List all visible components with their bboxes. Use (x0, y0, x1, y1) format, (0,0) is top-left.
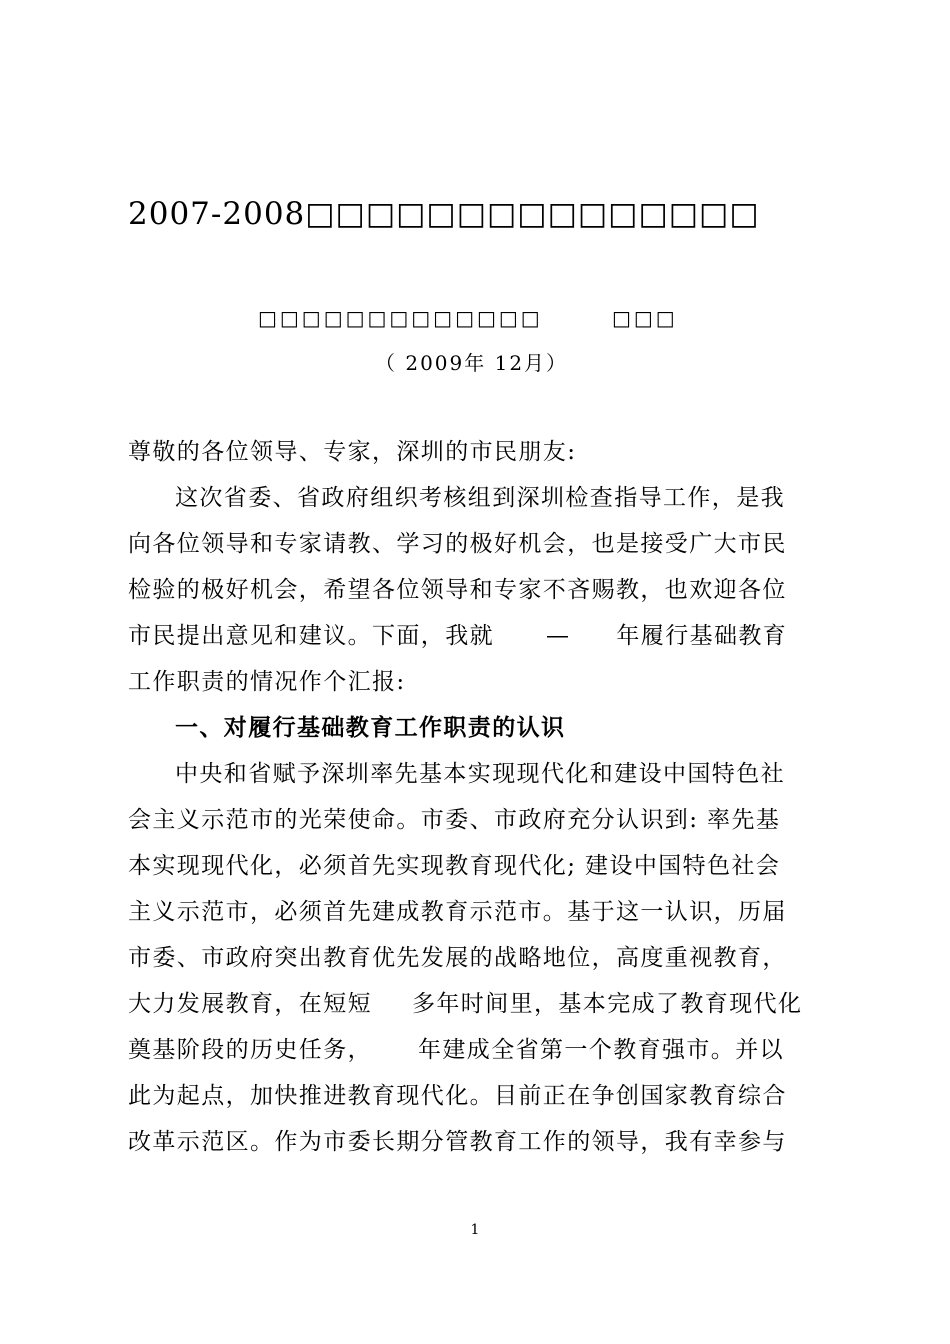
byline-author: □□□ (612, 306, 678, 330)
paragraph-line: 此为起点，加快推进教育现代化。目前正在争创国家教育综合 (128, 1083, 787, 1109)
byline-organization: □□□□□□□□□□□□□ (258, 306, 543, 330)
paragraph-segment: 奠基阶段的历史任务， (128, 1037, 372, 1063)
page-number: 1 (470, 1222, 480, 1238)
dateline: （ 2009年 12月） (375, 351, 569, 375)
section-heading: 一、对履行基础教育工作职责的认识 (175, 715, 566, 741)
paragraph-segment: 市民提出意见和建议。下面，我就 (128, 623, 494, 649)
paragraph-segment: 年履行基础教育 (616, 623, 788, 649)
title-missing-glyphs: □□□□□□□□□□□□□□□ (305, 196, 760, 232)
greeting: 尊敬的各位领导、专家，深圳的市民朋友: (128, 439, 577, 465)
paragraph-line (128, 613, 828, 659)
paragraph-line: 中央和省赋予深圳率先基本实现现代化和建设中国特色社 (175, 761, 785, 787)
document-body (128, 429, 828, 1165)
paragraph-line: 会主义示范市的光荣使命。市委、市政府充分认识到: 率先基 (128, 807, 781, 833)
dash: — (546, 623, 571, 649)
paragraph-line: 本实现现代化，必须首先实现教育现代化; 建设中国特色社会 (128, 853, 781, 879)
paragraph-segment: 年建成全省第一个教育强市。并以 (418, 1037, 784, 1063)
paragraph-line: 市委、市政府突出教育优先发展的战略地位，高度重视教育， (128, 945, 787, 971)
paragraph-line: 主义示范市，必须首先建成教育示范市。基于这一认识，历届 (128, 899, 787, 925)
paragraph-line: 这次省委、省政府组织考核组到深圳检查指导工作，是我 (175, 485, 785, 511)
paragraph-line: 检验的极好机会，希望各位领导和专家不吝赐教，也欢迎各位 (128, 577, 787, 603)
paragraph-segment: 大力发展教育，在短短 (128, 991, 372, 1017)
paragraph-line: 向各位领导和专家请教、学习的极好机会，也是接受广大市民 (128, 531, 787, 557)
paragraph-line (128, 1027, 828, 1073)
paragraph-line: 工作职责的情况作个汇报: (128, 669, 406, 695)
title-year-range: 2007-2008 (128, 196, 306, 232)
paragraph-segment: 多年时间里，基本完成了教育现代化 (412, 991, 803, 1017)
document-title (128, 192, 760, 236)
paragraph-line (128, 981, 828, 1027)
paragraph-line: 改革示范区。作为市委长期分管教育工作的领导，我有幸参与 (128, 1129, 787, 1155)
